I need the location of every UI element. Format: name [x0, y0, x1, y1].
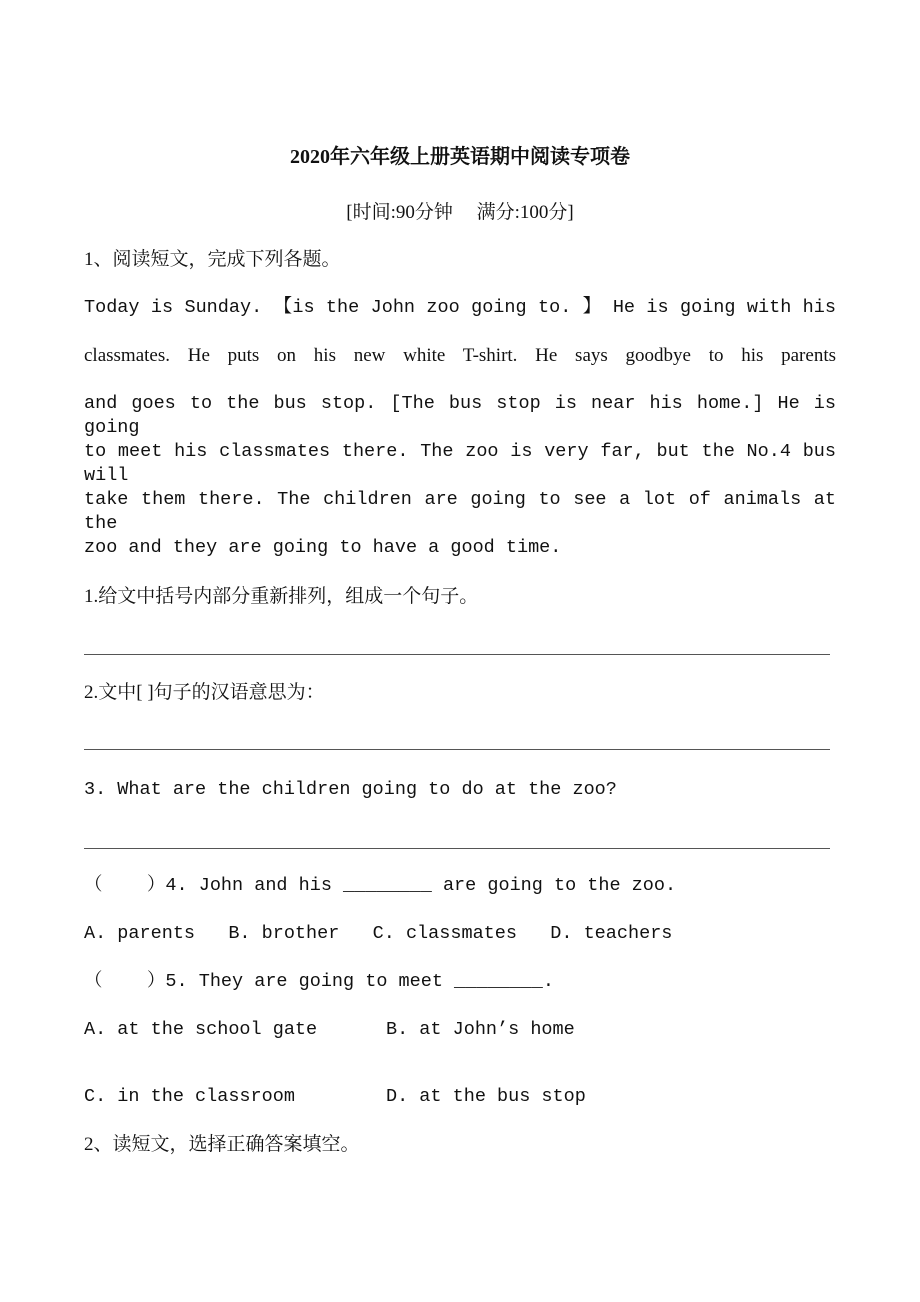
page-title: 2020年六年级上册英语期中阅读专项卷 [290, 146, 630, 168]
q5-option-b: B. at John’s home [386, 1019, 575, 1040]
passage-line: Today is Sunday. 【is the John zoo going to. 】 He is going with his [84, 297, 836, 318]
question-4: （ ）4. John and his ________ are going to the zoo. [84, 875, 677, 896]
section-2-heading: 2、读短文，选择正确答案填空。 [84, 1134, 360, 1155]
section-1-heading: 1、阅读短文，完成下列各题。 [84, 249, 341, 270]
answer-line-3[interactable] [84, 848, 830, 849]
q5-option-c: C. in the classroom [84, 1086, 295, 1107]
question-4-options: A. parents B. brother C. classmates D. teachers [84, 923, 673, 944]
passage-line: zoo and they are going to have a good time. [84, 537, 562, 558]
question-1: 1.给文中括号内部分重新排列，组成一个句子。 [84, 586, 479, 607]
q5-option-a: A. at the school gate [84, 1019, 318, 1040]
passage-line: take them there. The children are going to see a lot of animals at the [84, 489, 836, 534]
answer-line-1[interactable] [84, 654, 830, 655]
passage-line: to meet his classmates there. The zoo is very far, but the No.4 bus will [84, 441, 836, 486]
question-2: 2.文中[ ]句子的汉语意思为： [84, 682, 325, 703]
passage-line: and goes to the bus stop. [The bus stop is near his home.] He is going [84, 393, 836, 438]
q5-option-d: D. at the bus stop [386, 1086, 586, 1107]
question-3: 3. What are the children going to do at the zoo? [84, 779, 617, 800]
passage-line: classmates. He puts on his new white T-shirt. He says goodbye to his parents [84, 345, 836, 366]
question-5: （ ）5. They are going to meet ________. [84, 971, 554, 992]
answer-line-2[interactable] [84, 749, 830, 750]
exam-info: [时间:90分钟 满分:100分] [346, 202, 574, 223]
